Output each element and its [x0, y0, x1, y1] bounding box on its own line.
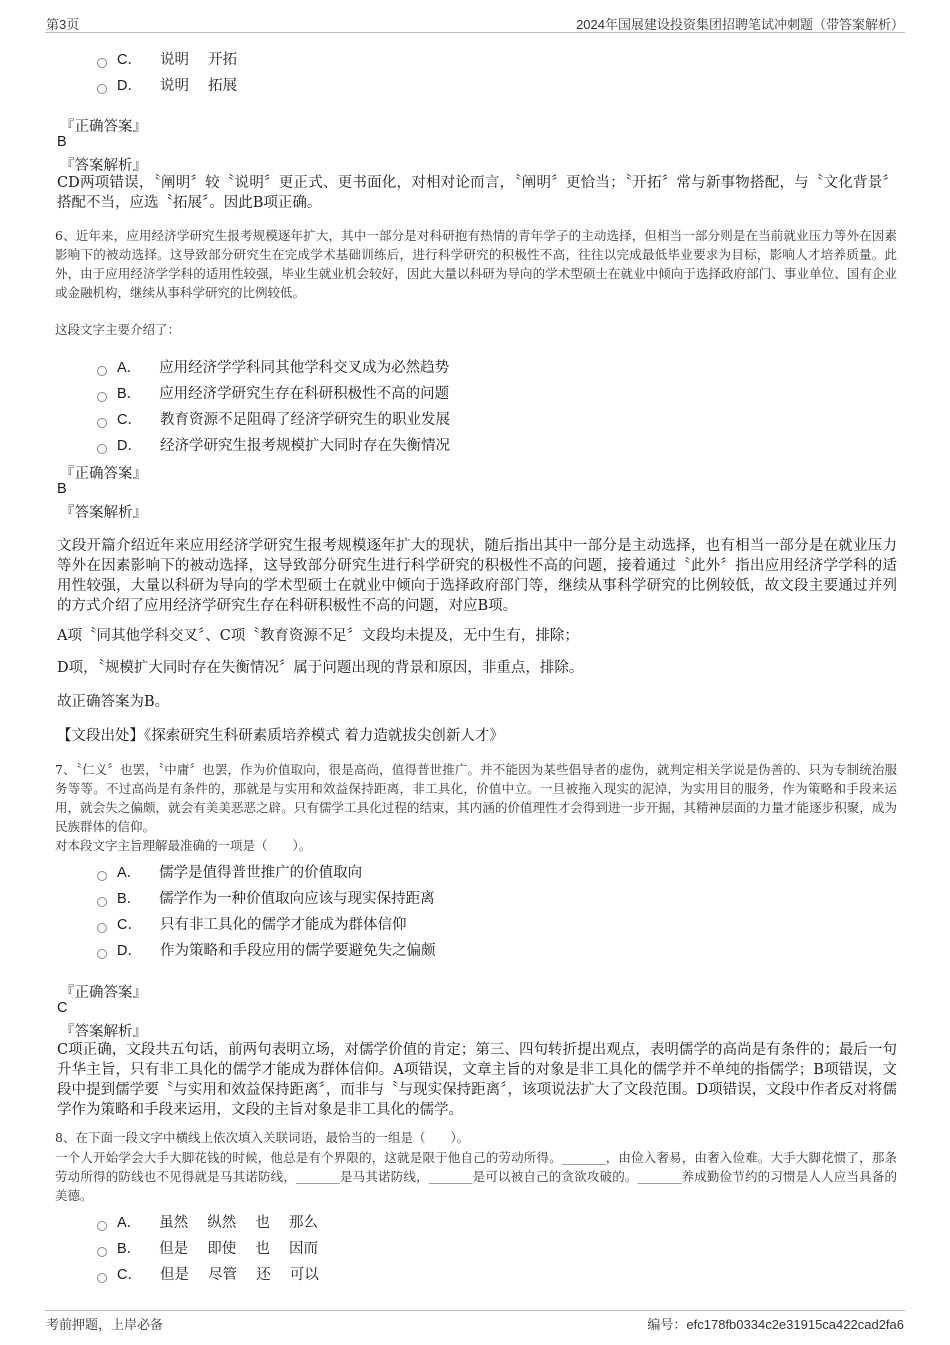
radio-icon[interactable]	[97, 1221, 107, 1231]
document-title: 2024年国展建设投资集团招聘笔试冲刺题（带答案解析）	[576, 17, 904, 32]
q6-analysis-paragraph-2: A项〝同其他学科交叉〞、C项〝教育资源不足〞文段均未提及，无中生有，排除；	[57, 628, 579, 644]
radio-icon[interactable]	[97, 58, 107, 68]
q5-option-d[interactable]: D． 说明 拓展	[97, 74, 237, 95]
radio-icon[interactable]	[97, 871, 107, 881]
q5-answer: B	[57, 134, 67, 150]
q6-analysis-paragraph-3: D项，〝规模扩大同时存在失衡情况〞属于问题出现的背景和原因，非重点，排除。	[57, 660, 584, 676]
radio-icon[interactable]	[97, 1247, 107, 1257]
q7-analysis: C项正确，文段共五句话，前两句表明立场，对儒学价值的肯定；第三、四句转折提出观点，表明儒学的高尚是有条件的；最后一句升华主旨，只有非工具化的儒学才能成为群体信仰。A项错误，文章主旨的对象是非工具化的儒学并不单纯的指儒学；B项错误，文段中提到儒学要〝与实用和效益保持距离〞，而非与〝与现实保持距离〞，该项说法扩大了文段范围。D项错误，文段中作者反对将儒学作为策略和手段来运用，文段的主旨对象是非工具化的儒学。	[57, 1042, 897, 1118]
code-value: efc178fb0334c2e31915ca422cad2fa6	[686, 1317, 904, 1332]
q8-stem: 一个人开始学会大手大脚花钱的时候，他总是有个界限的，这就是限于他自己的劳动所得。_______，由俭入奢易，由奢入俭难。大手大脚花惯了，那条劳动所得的防线也不见得就是马其诺防线，_______是马其诺防线，_______是可以被自己的贪欲攻破的。_______养成勤俭节约的习惯是人人应当具备的美德。	[55, 1150, 897, 1203]
q7-answer: C	[57, 1000, 68, 1016]
q5-option-c[interactable]: C． 说明 开拓	[97, 48, 237, 69]
radio-icon[interactable]	[97, 897, 107, 907]
q8-option-b[interactable]: B． 但是 即使 也 因而	[97, 1237, 318, 1258]
q6-stem: 6、近年来，应用经济学研究生报考规模逐年扩大，其中一部分是对科研抱有热情的青年学子的主动选择，但相当一部分则是在当前就业压力等外在因素影响下的被动选择。这导致部分研究生在完成学术基础训练后，进行科学研究的积极性不高，往往以完成最低毕业要求为目标，影响人才培养质量。此外，由于应用经济学学科的适用性较强，毕业生就业机会较好，因此大量以科研为导向的学术型硕士在就业中倾向于选择政府部门、事业单位、国有企业或金融机构，继续从事科学研究的比例较低。	[55, 228, 897, 300]
q6-analysis-paragraph-1: 文段开篇介绍近年来应用经济学研究生报考规模逐年扩大的现状，随后指出其中一部分是主动选择，也有相当一部分是在就业压力等外在因素影响下的被动选择，这导致部分研究生进行科学研究的积极性不高的问题，接着通过〝此外〞指出应用经济学学科的适用性较强，大量以科研为导向的学术型硕士在就业中倾向于选择政府部门等，继续从事科学研究的比例较低，故文段主要通过并列的方式介绍了应用经济学研究生存在科研积极性不高的问题，对应B项。	[57, 538, 897, 614]
q7-analysis-label: 『答案解析』	[60, 1024, 147, 1040]
radio-icon[interactable]	[97, 418, 107, 428]
document-code	[647, 1314, 904, 1333]
q6-option-b[interactable]: B． 应用经济学研究生存在科研积极性不高的问题	[97, 382, 449, 403]
radio-icon[interactable]	[97, 949, 107, 959]
q7-option-d[interactable]: D． 作为策略和手段应用的儒学要避免失之偏颇	[97, 939, 435, 960]
q5-analysis: CD两项错误，〝阐明〞较〝说明〞更正式、更书面化，对相对论而言，〝阐明〞更恰当；〝开拓〞常与新事物搭配，与〝文化背景〞搭配不当，应选〝拓展〞。因此B项正确。	[57, 175, 897, 211]
q7-option-c[interactable]: C． 只有非工具化的儒学才能成为群体信仰	[97, 913, 406, 934]
footer-slogan: 考前押题，上岸必备	[46, 1318, 164, 1333]
q7-stem: 7、〝仁义〞也罢，〝中庸〞也罢，作为价值取向，很是高尚，值得普世推广。并不能因为某些倡导者的虚伪，就判定相关学说是伪善的、只为专制统治服务等等。不过高尚是有条件的，那就是与实用和效益保持距离，非工具化，价值中立。一旦被拖入现实的泥淖，为实用目的服务，作为策略和手段来运用，就会失之偏颇，就会有美美恶恶之辟。只有儒学工具化过程的结束，其内涵的价值理性才会得到进一步开掘，其精神层面的力量才能逐步积聚，成为民族群体的信仰。	[55, 762, 897, 834]
q5-analysis-label: 『答案解析』	[60, 158, 147, 174]
q6-answer-label: 『正确答案』	[60, 466, 147, 482]
radio-icon[interactable]	[97, 84, 107, 94]
q6-option-a[interactable]: A． 应用经济学学科同其他学科交叉成为必然趋势	[97, 356, 449, 377]
q8-option-a[interactable]: A． 虽然 纵然 也 那么	[97, 1211, 318, 1232]
q6-answer: B	[57, 481, 67, 497]
q8-option-c[interactable]: C． 但是 尽管 还 可以	[97, 1263, 319, 1284]
header-divider	[45, 32, 905, 33]
q6-analysis-paragraph-4: 故正确答案为B。	[57, 694, 170, 710]
code-label: 编号：	[647, 1318, 687, 1333]
q6-analysis-label: 『答案解析』	[60, 505, 147, 521]
radio-icon[interactable]	[97, 444, 107, 454]
q8-question: 8、在下面一段文字中横线上依次填入关联词语，最恰当的一组是（ ）。	[55, 1130, 470, 1145]
q6-option-d[interactable]: D． 经济学研究生报考规模扩大同时存在失衡情况	[97, 434, 450, 455]
footer-divider	[45, 1310, 905, 1311]
q7-option-b[interactable]: B． 儒学作为一种价值取向应该与现实保持距离	[97, 887, 435, 908]
radio-icon[interactable]	[97, 392, 107, 402]
page-number: 第3页	[46, 17, 80, 32]
q7-option-a[interactable]: A． 儒学是值得普世推广的价值取向	[97, 861, 362, 882]
q7-answer-label: 『正确答案』	[60, 985, 147, 1001]
q6-source: 【文段出处】《探索研究生科研素质培养模式 着力造就拔尖创新人才》	[57, 728, 504, 744]
q7-question: 对本段文字主旨理解最准确的一项是（ ）。	[55, 838, 312, 853]
q6-question: 这段文字主要介绍了：	[55, 322, 181, 337]
radio-icon[interactable]	[97, 366, 107, 376]
radio-icon[interactable]	[97, 1273, 107, 1283]
radio-icon[interactable]	[97, 923, 107, 933]
q5-answer-label: 『正确答案』	[60, 119, 147, 135]
q6-option-c[interactable]: C． 教育资源不足阻碍了经济学研究生的职业发展	[97, 408, 450, 429]
